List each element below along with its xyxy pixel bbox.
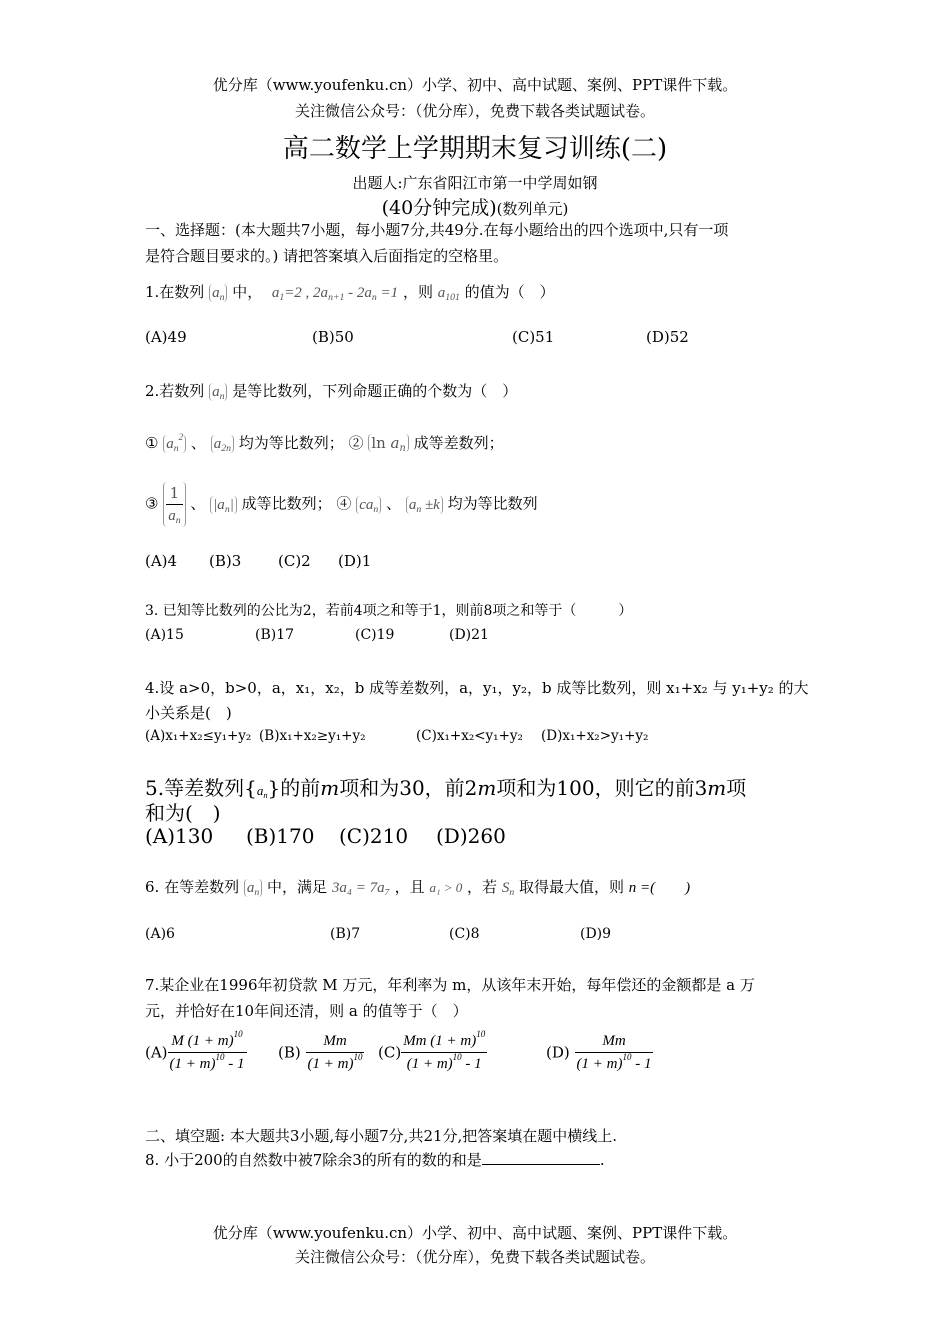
q3-option-b: (B)17 (255, 627, 295, 643)
footer-line-2: 关注微信公众号：（优分库），免费下载各类试题试卷。 (294, 1248, 655, 1266)
q4-option-b: (B)x₁+x₂≥y₁+y₂ (259, 728, 366, 744)
q5-part-a: 5.等差数列{ (145, 776, 257, 800)
q7-formula-d: $\frac{Mm}{(1 + m)^{10} - 1}$ (575, 1030, 654, 1075)
q6-prefix: 6. 在等差数列 (145, 878, 240, 896)
q7-label-c: (C) (378, 1043, 402, 1062)
q5-part-c: 项和为30，前2 (339, 776, 478, 800)
q2-expr-a2n: $a_{2n}$ (211, 435, 234, 453)
q1-target: $a_{101}$ (437, 285, 460, 303)
q2-expr-an-pm-k: $a_n \pm k$ (406, 496, 443, 514)
author-line: 出题人:广东省阳江市第一中学周如钢 (352, 174, 598, 192)
q2-mark-4: ④ (336, 494, 352, 513)
q7-formula-a: $\frac{M (1 + m)^{10}}{(1 + m)^{10} - 1}$ (168, 1030, 247, 1075)
q5-option-b: (B)170 (246, 824, 315, 848)
question-5-line1: 5.等差数列$\{a_n\}$的前m项和为30，前2m项和为100，则它的前3m项 (145, 776, 747, 800)
q2-expr-reciprocal: $\frac{1}{a_n}$ (163, 482, 185, 527)
subtitle-main: (40分钟完成) (381, 197, 497, 219)
q7-formula-c: $\frac{Mm (1 + m)^{10}}{(1 + m)^{10} - 1}$ (401, 1030, 487, 1075)
q6-and: ，且 (394, 878, 425, 896)
q2-mark-2: ② (348, 434, 364, 452)
q2-sep-1: 、 (190, 434, 206, 452)
question-2 (145, 380, 517, 401)
q6-condition: 3a₄ = 7a₇ (331, 880, 390, 896)
q6-if: ，若 (467, 878, 498, 896)
q4-option-a: (A)x₁+x₂≤y₁+y₂ (145, 728, 252, 744)
page-title: 高二数学上学期期末复习训练(二) (282, 134, 668, 164)
q2-expr-an-squared: $a_n^2$ (163, 435, 186, 453)
q8-end: . (599, 1151, 605, 1169)
question-4-line2: 小关系是( ) (145, 704, 232, 722)
q7-option-b (278, 1030, 364, 1075)
q2-prefix: 2.若数列 (145, 382, 205, 400)
q1-sequence-an: $a_n$ (209, 284, 227, 302)
q7-label-a: (A) (145, 1043, 168, 1062)
q2-expr-can: $ca_n$ (356, 496, 381, 514)
section1-line1: 一、选择题：(本大题共7小题，每小题7分,共49分.在每小题给出的四个选项中,只有一项 (145, 221, 729, 239)
q7-formula-b: $\frac{Mm}{(1 + m)^{10}}$ (306, 1030, 365, 1075)
q5-option-c: (C)210 (339, 824, 409, 848)
subtitle (0, 193, 950, 220)
q2-suffix: 是等比数列，下列命题正确的个数为（ ） (232, 382, 518, 400)
q7-option-d (546, 1030, 653, 1075)
q6-option-b: (B)7 (330, 926, 361, 942)
q2-row-1 (145, 432, 504, 453)
q6-condition-2: a₁ > 0 (429, 880, 463, 895)
q7-label-d: (D) (546, 1043, 570, 1062)
q3-option-d: (D)21 (449, 627, 489, 643)
section2-heading: 二、填空题: 本大题共3小题,每小题7分,共21分,把答案填在题中横线上. (145, 1127, 618, 1145)
question-7-line1: 7.某企业在1996年初贷款 M 万元，年利率为 m，从该年末开始，每年偿还的金额都是 a 万 (145, 976, 755, 994)
q1-prefix: 1.在数列 (145, 283, 205, 301)
q2-sep-3: 、 (386, 494, 402, 513)
q1-then: ，则 (402, 283, 433, 301)
q5-an: $a_n$ (256, 783, 268, 800)
q7-option-a (145, 1030, 247, 1075)
q2-option-b: (B)3 (209, 552, 242, 570)
q6-suffix: 取得最大值，则 (519, 878, 625, 896)
q6-answer: n =( ) (628, 880, 691, 896)
question-7-line2: 元，并恰好在10年间还清，则 a 的值等于（ ） (145, 1002, 468, 1020)
question-1 (145, 281, 555, 302)
q6-sequence-an: $a_n$ (244, 879, 262, 897)
subtitle-note: (数列单元) (496, 200, 569, 218)
q2-expr-ln-an: $\ln a_n$ (368, 434, 408, 452)
q2-option-a: (A)4 (145, 552, 178, 570)
q5-part-b: }的前 (267, 776, 321, 800)
q4-option-c: (C)x₁+x₂<y₁+y₂ (416, 728, 523, 744)
question-3: 3. 已知等比数列的公比为2，若前4项之和等于1，则前8项之和等于（ ） (145, 603, 633, 619)
q2-option-c: (C)2 (278, 552, 311, 570)
q2-option-d: (D)1 (338, 552, 372, 570)
q6-sn: $S_n$ (501, 880, 515, 898)
q2-sequence-an: $a_n$ (209, 383, 227, 401)
question-6 (145, 876, 690, 897)
question-5-line2: 和为( ) (145, 801, 221, 825)
q8-answer-blank[interactable] (482, 1150, 600, 1165)
q1-option-d: (D)52 (646, 328, 689, 346)
q2-row2-text-2: 均为等比数列 (447, 494, 538, 513)
q4-option-d: (D)x₁+x₂>y₁+y₂ (541, 728, 649, 744)
q7-option-c (378, 1030, 487, 1075)
q5-part-d: 项和为100，则它的前3 (496, 776, 708, 800)
q7-label-b: (B) (278, 1043, 301, 1062)
question-8 (145, 1149, 605, 1170)
q6-option-d: (D)9 (580, 926, 612, 942)
q1-condition: $a_1=2$ , $2a_{n+1} - 2a_n =1$ (271, 285, 399, 303)
q5-option-d: (D)260 (436, 824, 506, 848)
q2-mark-1: ① (145, 434, 159, 452)
q1-mid: 中， (232, 283, 263, 301)
q6-option-c: (C)8 (449, 926, 480, 942)
q1-option-a: (A)49 (145, 328, 187, 346)
q2-row1-text: 均为等比数列； (238, 434, 344, 452)
q1-option-c: (C)51 (512, 328, 555, 346)
q3-option-a: (A)15 (145, 627, 184, 643)
q8-text: 8. 小于200的自然数中被7除余3的所有的数的和是 (145, 1151, 482, 1169)
header-line-1: 优分库（www.youfenku.cn）小学、初中、高中试题、案例、PPT课件下载。 (212, 76, 738, 94)
q2-row1-text-2: 成等差数列； (413, 434, 504, 452)
footer-line-1: 优分库（www.youfenku.cn）小学、初中、高中试题、案例、PPT课件下载。 (212, 1224, 738, 1242)
question-4-line1: 4.设 a>0，b>0，a，x₁，x₂，b 成等差数列，a，y₁，y₂，b 成等比数列，则 x₁+x₂ 与 y₁+y₂ 的大 (145, 679, 809, 697)
q2-row-2 (145, 482, 538, 527)
q2-row2-text: 成等比数列； (241, 494, 332, 513)
q2-expr-abs-an: $|a_n|$ (210, 496, 237, 514)
q5-part-e: 项 (726, 776, 747, 800)
q3-option-c: (C)19 (355, 627, 395, 643)
q2-sep-2: 、 (190, 494, 206, 513)
header-line-2: 关注微信公众号：（优分库），免费下载各类试题试卷。 (294, 102, 655, 120)
q1-option-b: (B)50 (312, 328, 354, 346)
q2-mark-3: ③ (145, 494, 159, 513)
q6-mid: 中，满足 (267, 878, 328, 896)
q5-option-a: (A)130 (145, 824, 214, 848)
q1-suffix: 的值为（ ） (464, 283, 555, 301)
q6-option-a: (A)6 (145, 926, 175, 942)
section1-line2: 是符合题目要求的。) 请把答案填入后面指定的空格里。 (145, 247, 509, 265)
